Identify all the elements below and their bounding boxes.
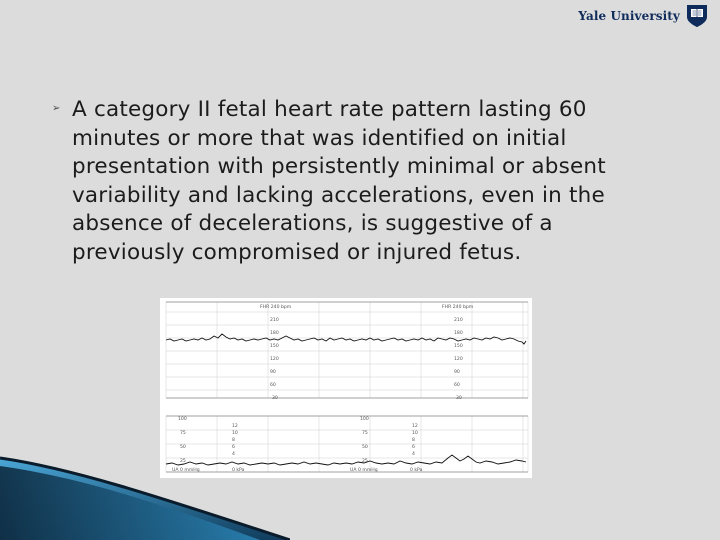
fhr-tick-label: 150 [454,344,463,349]
bullet-text: A category II fetal heart rate pattern lasting 60 minutes or more that was identified on initial presentation with persistently minimal or absent variability and lacking accelerations, even in the absence of decelerations, is suggestive of a previously compromised or injured fetus. [72,97,606,265]
fhr-header-left: FHR 240 bpm [260,305,292,310]
ua-tick-label: 12 [412,424,418,429]
ua-tick-label: 10 [412,431,418,436]
fhr-tick-label: 210 [454,318,463,323]
logo-text: Yale University [578,9,680,23]
ua-footer-right: UA 0 mmHg [350,468,378,473]
decorative-swoosh [0,440,290,540]
ua-tick-label: 8 [232,438,235,443]
fhr-header-right: FHR 240 bpm [442,305,474,310]
fhr-tick-label: 30 [272,396,278,401]
ua-footer-end: 0 kPa [410,468,423,473]
fhr-tick-label: 180 [454,331,463,336]
ua-tick-label: 50 [180,445,186,450]
ua-tick-label: 25 [180,459,186,464]
ua-tick-label: 50 [362,445,368,450]
fhr-tick-label: 90 [454,370,460,375]
fhr-tick-label: 210 [270,318,279,323]
ua-tick-label: 100 [178,417,187,422]
yale-logo [578,4,708,28]
ua-tick-label: 100 [360,417,369,422]
fhr-tick-label: 60 [270,383,276,388]
fhr-ticks-right [454,317,463,401]
fhr-tick-label: 120 [270,357,279,362]
fhr-tick-label: 30 [456,396,462,401]
ua-ticks-right [360,416,418,464]
fhr-grid [166,302,528,398]
ua-tick-label: 12 [232,424,238,429]
ua-tick-label: 8 [412,438,415,443]
ua-tick-label: 4 [232,452,235,457]
ua-tick-label: 75 [362,431,368,436]
fhr-tick-label: 90 [270,370,276,375]
ua-tick-label: 25 [362,459,368,464]
ua-tick-label: 6 [232,445,235,450]
fhr-tick-label: 60 [454,383,460,388]
ua-tick-label: 6 [412,445,415,450]
yale-shield-icon [686,4,708,28]
fhr-tick-label: 150 [270,344,279,349]
fhr-tick-label: 120 [454,357,463,362]
fhr-ticks-left [270,317,279,401]
ua-tick-label: 75 [180,431,186,436]
fhr-tick-label: 180 [270,331,279,336]
ua-tick-label: 4 [412,452,415,457]
ua-footer-mid: 0 kPa [232,468,245,473]
arrow-bullet-icon: ➢ [52,103,61,114]
ua-footer-left: UA 0 mmHg [172,468,200,473]
ua-tick-label: 10 [232,431,238,436]
bullet-item [52,96,642,267]
